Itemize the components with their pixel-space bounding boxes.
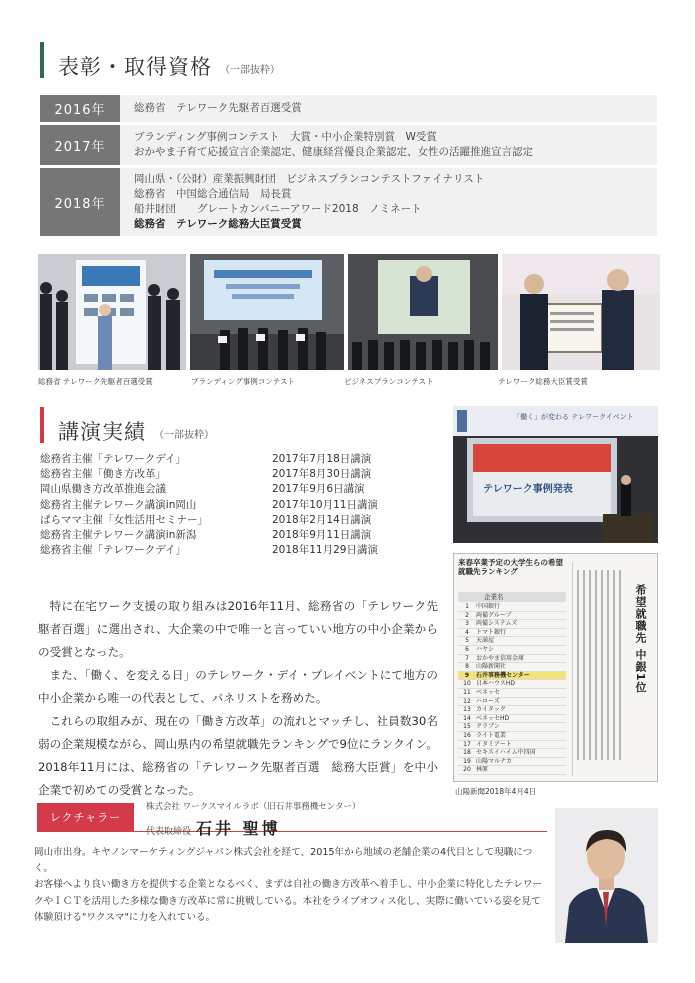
- lectures-heading: [40, 407, 214, 443]
- rank: 12: [463, 697, 471, 705]
- award-details: [120, 95, 657, 122]
- rank: 1: [465, 603, 469, 610]
- newspaper-article: [572, 562, 654, 776]
- award-line: 船井財団 グレートカンパニーアワード2018 ノミネート: [134, 202, 422, 215]
- award-line-highlight: 総務省 テレワーク総務大臣賞受賞: [134, 217, 302, 230]
- event-screen-text: テレワーク事例発表: [483, 484, 573, 495]
- lecturer-company: 株式会社 ワークスマイルラボ（旧石井事務機センター）: [146, 802, 361, 812]
- table-row: [458, 741, 566, 750]
- company: 石井事務機センター: [476, 671, 530, 679]
- company: トマト銀行: [476, 628, 507, 636]
- rank: 9: [464, 671, 470, 679]
- list-item: [40, 513, 412, 528]
- table-row: [458, 689, 566, 698]
- event-banner-text: 「働く」が変わる テレワークイベント: [513, 413, 634, 421]
- company: カイタック: [476, 706, 506, 714]
- company: 中国銀行: [476, 603, 501, 610]
- company: クラブン: [476, 723, 500, 731]
- table-row: [458, 723, 566, 732]
- lectures-list: [40, 452, 412, 558]
- ranking-table: [458, 603, 566, 775]
- table-row: [458, 620, 566, 629]
- lecture-date: 2017年8月30日講演: [272, 468, 372, 481]
- rank: 19: [463, 757, 471, 765]
- lecture-date: 2018年2月14日講演: [272, 513, 372, 526]
- list-item: [40, 543, 412, 558]
- company: 日本ハウスHD: [476, 680, 515, 688]
- table-row: [458, 715, 566, 724]
- table-row: [458, 758, 566, 767]
- award-details: [120, 168, 657, 236]
- table-row: [458, 680, 566, 689]
- photo-business-plan-contest: [348, 254, 498, 370]
- lectures-title: 講演実績: [58, 420, 146, 444]
- award-line: 総務省 中国総合通信局 局長賞: [134, 187, 292, 200]
- rank: 2: [465, 611, 469, 619]
- lecture-date: 2018年9月11日講演: [272, 529, 372, 542]
- photo-caption: ブランディング事例コンテスト: [191, 377, 295, 386]
- divider: [37, 831, 547, 832]
- award-row-2017: [40, 125, 657, 165]
- photo-strip: [38, 254, 660, 372]
- rank: 13: [463, 706, 471, 714]
- body-paragraph: 特に在宅ワーク支援の取り組みは2016年11月、総務省の「テレワーク先駆者百選」に選出され、大企業の中で唯一と言っていい地方の中小企業からの受賞となった。: [38, 599, 438, 659]
- list-item: [40, 482, 412, 497]
- article-headline: 希望就職先 中銀1位: [634, 584, 647, 694]
- rank: 14: [463, 714, 471, 722]
- photo-caption: 総務省 テレワーク先駆者百選受賞: [38, 377, 153, 386]
- newspaper-clipping: [453, 553, 658, 782]
- heading-accent-bar: [40, 42, 44, 78]
- photo-telework-event: [453, 406, 658, 543]
- ranking-header: 企業名: [458, 592, 566, 602]
- award-year: 2016年: [40, 95, 120, 122]
- table-row: [458, 637, 566, 646]
- company: ハローズ: [476, 697, 500, 705]
- heading-accent-bar: [40, 407, 44, 443]
- rank: 16: [463, 731, 471, 739]
- rank: 3: [465, 620, 469, 628]
- photo-minister-award: [502, 254, 660, 370]
- company: 林原: [476, 766, 489, 774]
- rank: 7: [465, 654, 469, 662]
- company: イタミアート: [476, 740, 512, 748]
- table-row: [458, 663, 566, 672]
- newspaper-caption: 山陽新聞2018年4月4日: [455, 787, 537, 796]
- lecture-name: 総務省主催「テレワークデイ」: [40, 544, 187, 557]
- rank: 11: [463, 688, 471, 696]
- table-row: [458, 603, 566, 612]
- award-row-2018: [40, 168, 657, 236]
- company: セキスイハイム中四国: [476, 749, 536, 757]
- award-line: 総務省 テレワーク先駆者百選受賞: [134, 102, 302, 115]
- rank: 5: [465, 637, 469, 645]
- table-row: [458, 698, 566, 707]
- awards-subtitle: （一部抜粋）: [220, 65, 280, 76]
- list-item: [40, 452, 412, 467]
- awards-table: [40, 95, 657, 239]
- award-line: ブランディング事例コンテスト 大賞・中小企業特別賞 W受賞: [134, 131, 437, 143]
- company: ライト電業: [476, 731, 506, 739]
- rank: 15: [463, 723, 471, 731]
- company: 山陽新聞社: [476, 663, 507, 671]
- table-row: [458, 706, 566, 715]
- lecture-name: ぱらママ主催「女性活用セミナー」: [40, 513, 208, 526]
- company: おかやま信用金庫: [476, 654, 525, 662]
- rank: 8: [465, 663, 469, 671]
- photo-award-ceremony-1: [38, 254, 186, 370]
- list-item: [40, 467, 412, 482]
- rank: 18: [463, 749, 471, 757]
- lectures-subtitle: （一部抜粋）: [154, 430, 214, 441]
- bio-paragraph: 岡山市出身。キヤノンマーケティングジャパン株式会社を経て、2015年から地域の老舗企業の4代目として現職につく。: [34, 847, 533, 875]
- lecture-name: 岡山県働き方改革推進会議: [40, 483, 166, 496]
- newspaper-headline: 来春卒業予定の大学生らの希望就職先ランキング: [458, 558, 563, 576]
- table-row: [458, 612, 566, 621]
- rank: 6: [465, 645, 469, 653]
- award-line: おかやま子育て応援宣言企業認定、健康経営優良企業認定、女性の活躍推進宣言認定: [134, 145, 533, 158]
- rank: 10: [463, 680, 471, 688]
- awards-title: 表彰・取得資格: [58, 55, 212, 79]
- lecture-date: 2017年10月11日講演: [272, 498, 378, 511]
- lecturer-name: 石井 聖博: [196, 819, 281, 838]
- body-paragraph: また、「働く、を変える日」のテレワーク・デイ・プレイベントにて地方の中小企業から唯一の代表として、パネリストを務めた。: [38, 668, 438, 705]
- lecturer-bio: [34, 845, 544, 926]
- lecturer-portrait: [555, 808, 658, 943]
- lecturer-badge: レクチャラー: [37, 803, 134, 831]
- list-item: [40, 498, 412, 513]
- table-row: [458, 766, 566, 775]
- company: 両備システムズ: [476, 620, 518, 628]
- body-text: [38, 595, 438, 802]
- body-paragraph: これらの取組みが、現在の「働き方改革」の流れとマッチし、社員数30名弱の企業規模ながら、岡山県内の希望就職先ランキングで9位にランクイン。2018年11月には、総務省の「テレワーク先駆者百選 総務大臣賞」を中小企業で初めての受賞となった。: [38, 714, 438, 797]
- lecture-name: 総務省主催「働き方改革」: [40, 468, 166, 481]
- photo-caption: ビジネスプランコンテスト: [344, 377, 434, 386]
- rank: 20: [463, 766, 471, 774]
- company: 天満屋: [476, 637, 495, 645]
- lecture-date: 2018年11月29日講演: [272, 544, 378, 557]
- photo-caption: テレワーク総務大臣賞受賞: [498, 377, 588, 386]
- company: ハヤシ: [476, 645, 494, 653]
- table-row: [458, 646, 566, 655]
- table-row: [458, 655, 566, 664]
- company: ベネッセ: [476, 688, 501, 696]
- company: ベネッセHD: [476, 714, 510, 722]
- rank: 4: [465, 628, 469, 636]
- photo-branding-contest: [190, 254, 344, 370]
- lecturer-role: 代表取締役: [146, 827, 192, 837]
- lecture-name: 総務省主催テレワーク講演in新潟: [40, 529, 197, 542]
- award-year: 2017年: [40, 125, 120, 165]
- award-line: 岡山県・（公財）産業振興財団 ビジネスプランコンテストファイナリスト: [134, 173, 485, 185]
- lecture-name: 総務省主催「テレワークデイ」: [40, 453, 187, 465]
- table-row: [458, 749, 566, 758]
- table-row: [458, 732, 566, 741]
- lecture-name: 総務省主催テレワーク講演in岡山: [40, 498, 197, 511]
- list-item: [40, 528, 412, 543]
- award-row-2016: [40, 95, 657, 122]
- bio-paragraph: お客様へより良い働き方を提供する企業となるべく、まずは自社の働き方改革へ着手し、中小企業に特化したテレワークやＩＣＴを活用した多様な働き方改革に常に挑戦している。本社をライブオフィス化し、実際に働いている姿を見て体験頂ける"ワクスマ"に力を入れている。: [34, 879, 543, 923]
- award-details: [120, 125, 657, 165]
- table-row: [458, 629, 566, 638]
- company: 山陽マルナカ: [476, 757, 512, 765]
- awards-heading: [40, 42, 280, 78]
- company: 両備グループ: [476, 611, 512, 619]
- lecture-date: 2017年9月6日講演: [272, 483, 365, 496]
- rank: 17: [463, 740, 471, 748]
- article-text-lines: [575, 568, 635, 768]
- lecture-date: 2017年7月18日講演: [272, 453, 372, 465]
- award-year: 2018年: [40, 168, 120, 236]
